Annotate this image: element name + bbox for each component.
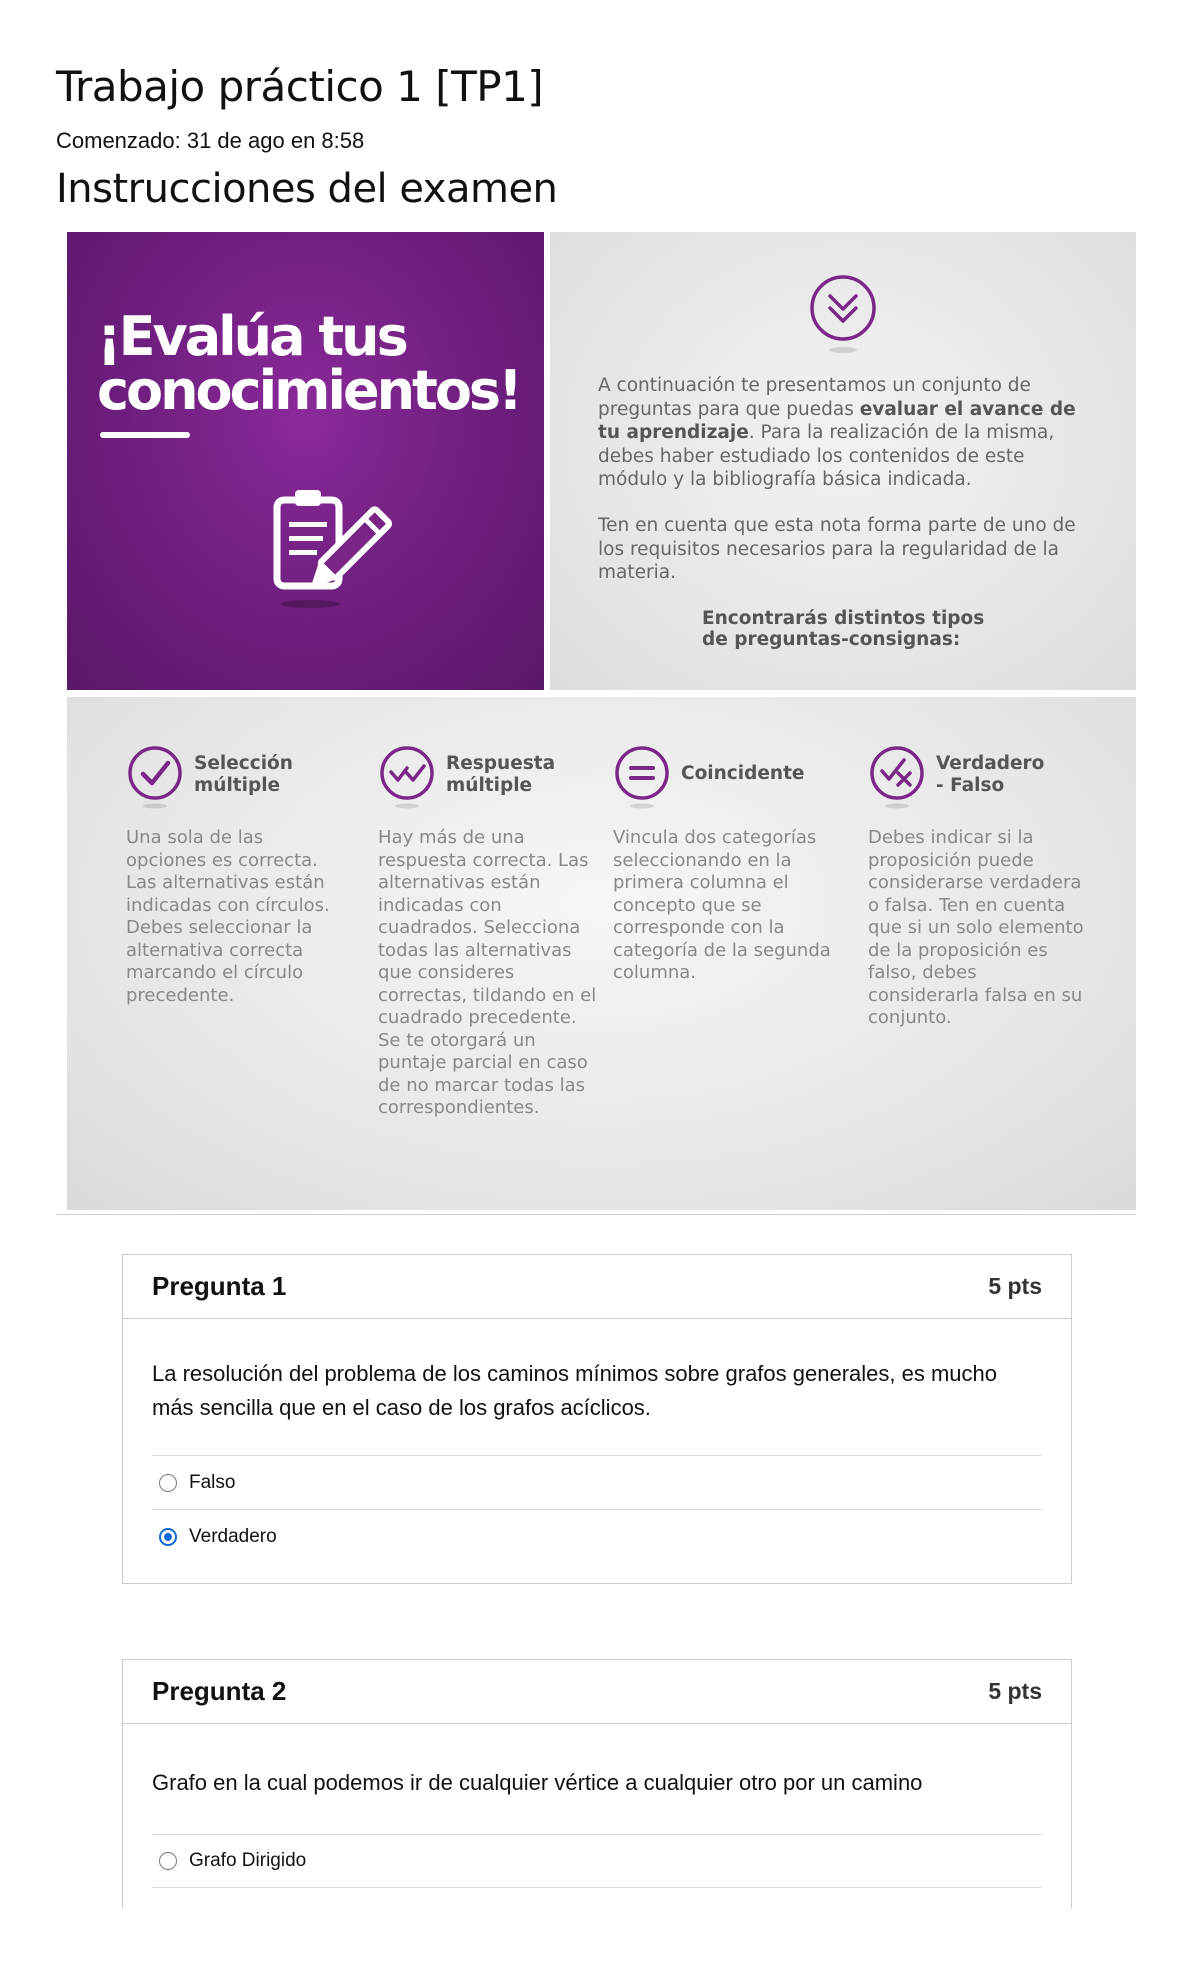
type-description: Una sola de las opciones es correcta. Las alternativas están indicadas con círculos. Debes seleccionar la alternativa correcta marcando el círculo precedente.: [126, 827, 330, 1006]
question-1: [122, 1254, 1072, 1584]
question-header: [123, 1660, 1071, 1724]
equals-circle-icon: [613, 745, 671, 809]
banner-hero-panel: [67, 232, 544, 690]
answer-radio[interactable]: [159, 1852, 177, 1870]
check-circle-icon: [126, 745, 184, 809]
type-description: Debes indicar si la proposición puede considerarse verdadera o falsa. Ten en cuenta que si un solo elemento de la proposición es falso, debes considerarla falsa en su conjunto.: [868, 827, 1084, 1028]
answer-option-verdadero[interactable]: [152, 1509, 1042, 1563]
question-types-panel: [67, 697, 1136, 1210]
section-divider: [56, 1214, 1136, 1215]
answer-label[interactable]: Verdadero: [189, 1525, 277, 1547]
intro-text: A continuación te presentamos un conjunto de preguntas para que puedas evaluar el avance de tu aprendizaje. Para la realización de la misma, debes haber estudiado los contenidos de este módulo y la bibliografía básica indicada.: [598, 375, 1076, 490]
instructions-title: Instrucciones del examen: [56, 166, 558, 212]
started-timestamp: Comenzado: 31 de ago en 8:58: [56, 128, 365, 153]
question-body: [123, 1319, 1071, 1583]
answer-option-falso[interactable]: [152, 1455, 1042, 1509]
banner-underline: [100, 432, 190, 438]
note-text: Ten en cuenta que esta nota forma parte de uno de los requisitos necesarios para la regularidad de la materia.: [598, 515, 1076, 583]
question-2: [122, 1659, 1072, 1909]
double-check-circle-icon: [378, 745, 436, 809]
answer-label[interactable]: Grafo Dirigido: [189, 1850, 307, 1871]
question-title: Pregunta 2: [152, 1676, 287, 1706]
banner-heading: ¡Evalúa tus conocimientos!: [97, 305, 520, 422]
type-description: Hay más de una respuesta correcta. Las alternativas están indicadas con cuadrados. Selecciona todas las alternativas que consideres correctas, tildando en el cuadrado precedente. Se te otorgará un puntaje parcial en caso de no marcar todas las correspondientes.: [378, 827, 597, 1118]
answer-list: [152, 1455, 1042, 1563]
type-name: Selección múltiple: [194, 753, 293, 796]
question-text: La resolución del problema de los caminos mínimos sobre grafos generales, es mucho más sencilla que en el caso de los grafos acíclicos.: [152, 1361, 997, 1420]
question-title: Pregunta 1: [152, 1271, 287, 1301]
check-cross-circle-icon: [868, 745, 926, 809]
type-multiple-response: [378, 745, 598, 1120]
answer-label[interactable]: Falso: [189, 1471, 236, 1493]
question-types-heading: Encontrarás distintos tipos de preguntas-consignas:: [702, 608, 985, 650]
answer-radio-selected[interactable]: [159, 1528, 177, 1546]
answer-list: [152, 1834, 1042, 1888]
question-points: 5 pts: [988, 1678, 1042, 1704]
answer-option-grafo-dirigido[interactable]: [152, 1834, 1042, 1888]
question-header: [123, 1255, 1071, 1319]
question-points: 5 pts: [988, 1273, 1042, 1299]
type-name: Respuesta múltiple: [446, 753, 556, 796]
type-true-false: [868, 745, 1088, 1030]
type-multiple-choice: [126, 745, 346, 1007]
question-body: [123, 1724, 1071, 1908]
type-matching: [613, 745, 833, 985]
type-description: Vincula dos categorías seleccionando en la primera columna el concepto que se corresponde con la categoría de la segunda columna.: [613, 827, 831, 983]
page-title: Trabajo práctico 1 [TP1]: [56, 62, 544, 111]
type-name: Coincidente: [681, 763, 805, 784]
type-name: Verdadero - Falso: [936, 753, 1045, 796]
double-chevron-down-icon: [808, 274, 878, 354]
clipboard-pencil-icon: [265, 482, 395, 612]
question-text: Grafo en la cual podemos ir de cualquier vértice a cualquier otro por un camino: [152, 1770, 923, 1795]
answer-radio[interactable]: [159, 1474, 177, 1492]
banner-intro-panel: [550, 232, 1136, 690]
